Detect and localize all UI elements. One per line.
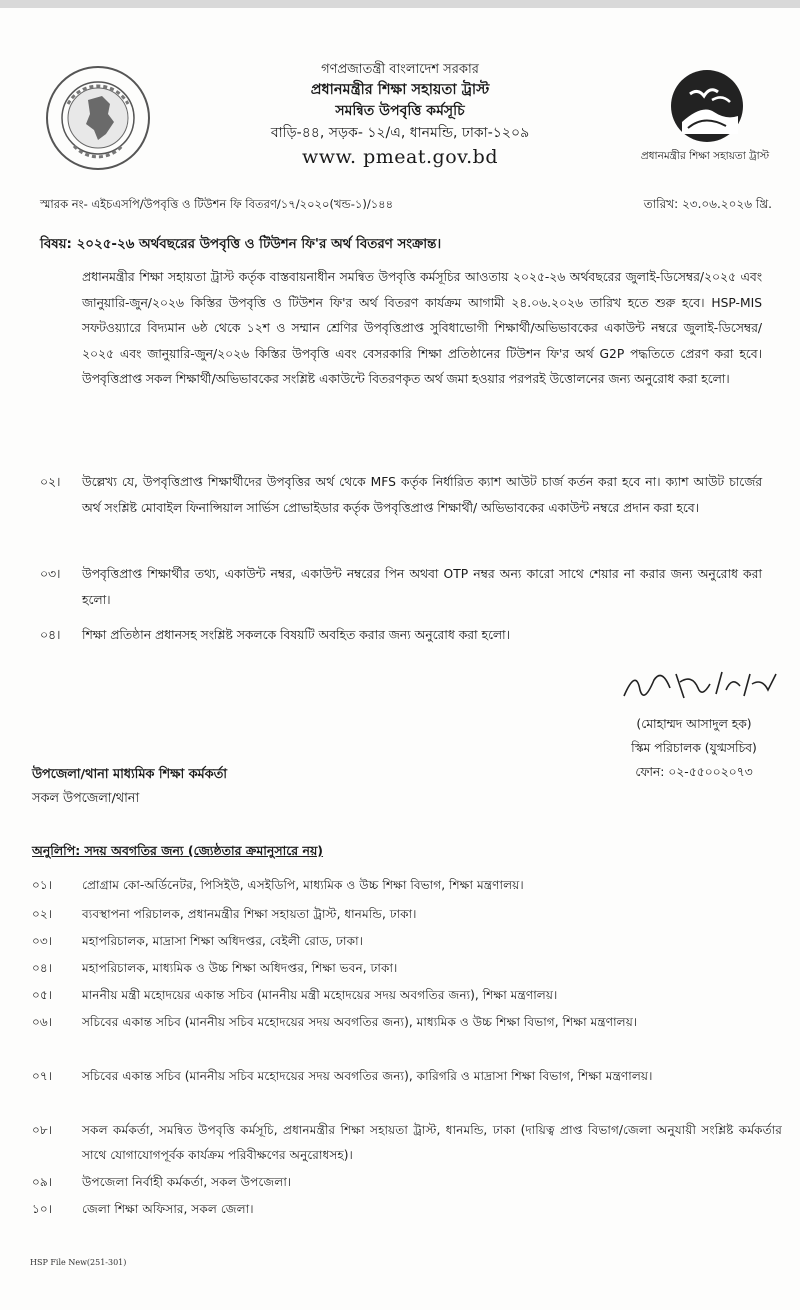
copy-number: ০৩।: [32, 934, 53, 948]
item-number: ০২।: [40, 475, 61, 489]
letterhead: [200, 60, 600, 169]
top-strip: [0, 0, 800, 8]
program-name: সমন্বিত উপবৃত্তি কর্মসূচি: [335, 103, 465, 119]
addressee-title: উপজেলা/থানা মাধ্যমিক শিক্ষা কর্মকর্তা: [32, 767, 227, 782]
addressee-place: সকল উপজেলা/থানা: [32, 791, 140, 806]
copy-number: ০৪।: [32, 961, 53, 975]
website-link[interactable]: www. pmeat.gov.bd: [302, 146, 498, 168]
memo-reference: স্মারক নং- এইচএসপি/উপবৃত্তি ও টিউশন ফি বিতরণ/১৭/২০২০(খন্ড-১)/১৪৪: [40, 197, 394, 211]
copy-number: ০৫।: [32, 988, 53, 1002]
item-number: ০৪।: [40, 628, 61, 642]
copy-text: সচিবের একান্ত সচিব (মাননীয় সচিব মহোদয়ের সদয় অবগতির জন্য), মাধ্যমিক ও উচ্চ শিক্ষা বিভাগ, শিক্ষা মন্ত্রণালয়।: [82, 1015, 638, 1029]
signatory-title: স্কিম পরিচালক (যুগ্মসচিব): [631, 741, 757, 755]
copy-text: ব্যবস্থাপনা পরিচালক, প্রধানমন্ত্রীর শিক্ষা সহায়তা ট্রাস্ট, ধানমন্ডি, ঢাকা।: [82, 907, 417, 921]
memo-subject: বিষয়: ২০২৫-২৬ অর্থবছরের উপবৃত্তি ও টিউশন ফি'র অর্থ বিতরণ সংক্রান্ত।: [40, 237, 442, 252]
file-code: HSP File New(251-301): [30, 1258, 127, 1267]
govt-name: গণপ্রজাতন্ত্রী বাংলাদেশ সরকার: [321, 62, 479, 77]
copy-text: সকল কর্মকর্তা, সমন্বিত উপবৃত্তি কর্মসূচি, প্রধানমন্ত্রীর শিক্ষা সহায়তা ট্রাস্ট, ধানমন্ডি, ঢাকা (দায়িত্ব প্রাপ্ত বিভাগ/জেলা অনুযায়ী সংশ্লিষ্ট কর্মকর্তার সাথে যোগাযোগপূর্বক কার্যক্রম পরিবীক্ষণের অনুরোধসহ)।: [82, 1123, 782, 1162]
signatory-name: (মোহাম্মদ আসাদুল হক): [636, 717, 752, 731]
copy-number: ১০।: [32, 1202, 53, 1216]
logo-caption: প্রধানমন্ত্রীর শিক্ষা সহায়তা ট্রাস্ট: [640, 150, 770, 162]
copy-number: ০২।: [32, 907, 53, 921]
copy-text: মহাপরিচালক, মাধ্যমিক ও উচ্চ শিক্ষা অধিদপ্তর, শিক্ষা ভবন, ঢাকা।: [82, 961, 398, 975]
copy-text: প্রোগ্রাম কো-অর্ডিনেটর, পিসিইউ, এসইডিপি, মাধ্যমিক ও উচ্চ শিক্ষা বিভাগ, শিক্ষা মন্ত্রণালয়।: [82, 878, 524, 892]
copy-text: সচিবের একান্ত সচিব (মাননীয় সচিব মহোদয়ের সদয় অবগতির জন্য), কারিগরি ও মাদ্রাসা শিক্ষা বিভাগ, শিক্ষা মন্ত্রণালয়।: [82, 1069, 653, 1083]
copy-text: মহাপরিচালক, মাদ্রাসা শিক্ষা অধিদপ্তর, বেইলী রোড, ঢাকা।: [82, 934, 364, 948]
item-text: উল্লেখ্য যে, উপবৃত্তিপ্রাপ্ত শিক্ষার্থীদের উপবৃত্তির অর্থ থেকে MFS কর্তৃক নির্ধারিত ক্যাশ আউট চার্জ কর্তন করা হবে না। ক্যাশ আউট চার্জের অর্থ সংশ্লিষ্ট মোবাইল ফিনান্সিয়াল সার্ভিস প্রোভাইডার কর্তৃক উপবৃত্তিপ্রাপ্ত শিক্ষার্থী/ অভিভাবকের একাউন্ট নম্বরে প্রদান করা হবে।: [82, 475, 762, 515]
signatory-block: [596, 712, 792, 784]
copy-text: উপজেলা নির্বাহী কর্মকর্তা, সকল উপজেলা।: [82, 1175, 292, 1189]
copy-number: ০৭।: [32, 1069, 53, 1083]
item-number: ০৩।: [40, 567, 61, 581]
handwritten-signature: [618, 660, 788, 710]
addressee-block: [32, 763, 227, 811]
copy-number: ০৮।: [32, 1123, 53, 1137]
copy-number: ০৬।: [32, 1015, 53, 1029]
trust-name: প্রধানমন্ত্রীর শিক্ষা সহায়তা ট্রাস্ট: [310, 82, 490, 98]
copy-number: ০৯।: [32, 1175, 53, 1189]
copy-text: জেলা শিক্ষা অফিসার, সকল জেলা।: [82, 1202, 254, 1216]
item-text: শিক্ষা প্রতিষ্ঠান প্রধানসহ সংশ্লিষ্ট সকলকে বিষয়টি অবহিত করার জন্য অনুরোধ করা হলো।: [82, 628, 511, 642]
copy-number: ০১।: [32, 878, 53, 892]
memo-date: তারিখ: ২৩.০৬.২০২৬ খ্রি.: [643, 197, 772, 211]
copy-heading: অনুলিপি: সদয় অবগতির জন্য (জ্যেষ্ঠতার ক্রমানুসারে নয়): [32, 843, 324, 858]
signatory-phone: ফোন: ০২-৫৫০০২০৭৩: [635, 765, 753, 779]
body-paragraph: প্রধানমন্ত্রীর শিক্ষা সহায়তা ট্রাস্ট কর্তৃক বাস্তবায়নাধীন সমন্বিত উপবৃত্তি কর্মসূচির আওতায় ২০২৫-২৬ অর্থবছরের জুলাই-ডিসেম্বর/২০২৫ এবং জানুয়ারি-জুন/২০২৬ কিস্তির উপবৃত্তি ও টিউশন ফি'র অর্থ বিতরণ কার্যক্রম আগামী ২৪.০৬.২০২৬ তারিখ হতে শুরু হবে। HSP-MIS সফটওয়্যারে বিদ্যমান ৬ষ্ঠ থেকে ১২শ ও সম্মান শ্রেণির উপবৃত্তিপ্রাপ্ত সুবিধাভোগী শিক্ষার্থী/অভিভাবকের একাউন্ট নম্বরে জুলাই-ডিসেম্বর/২০২৫ এবং জানুয়ারি-জুন/২০২৬ কিস্তির উপবৃত্তি এবং বেসরকারি শিক্ষা প্রতিষ্ঠানের টিউশন ফি'র অর্থ G2P পদ্ধতিতে প্রেরণ করা হবে। উপবৃত্তিপ্রাপ্ত সকল শিক্ষার্থী/অভিভাবকের সংশ্লিষ্ট একাউন্টে বিতরণকৃত অর্থ জমা হওয়ার পরপরই উত্তোলনের জন্য অনুরোধ করা হলো।: [82, 270, 762, 387]
copy-text: মাননীয় মন্ত্রী মহোদয়ের একান্ত সচিব (মাননীয় মন্ত্রী মহোদয়ের সদয় অবগতির জন্য), শিক্ষা মন্ত্রণালয়।: [82, 988, 558, 1002]
government-seal-icon: [44, 64, 152, 172]
office-address: বাড়ি-৪৪, সড়ক- ১২/এ, ধানমন্ডি, ঢাকা-১২০৯: [270, 125, 530, 141]
item-text: উপবৃত্তিপ্রাপ্ত শিক্ষার্থীর তথ্য, একাউন্ট নম্বর, একাউন্ট নম্বরের পিন অথবা OTP নম্বর অন্য কারো সাথে শেয়ার না করার জন্য অনুরোধ করা হলো।: [82, 567, 762, 607]
